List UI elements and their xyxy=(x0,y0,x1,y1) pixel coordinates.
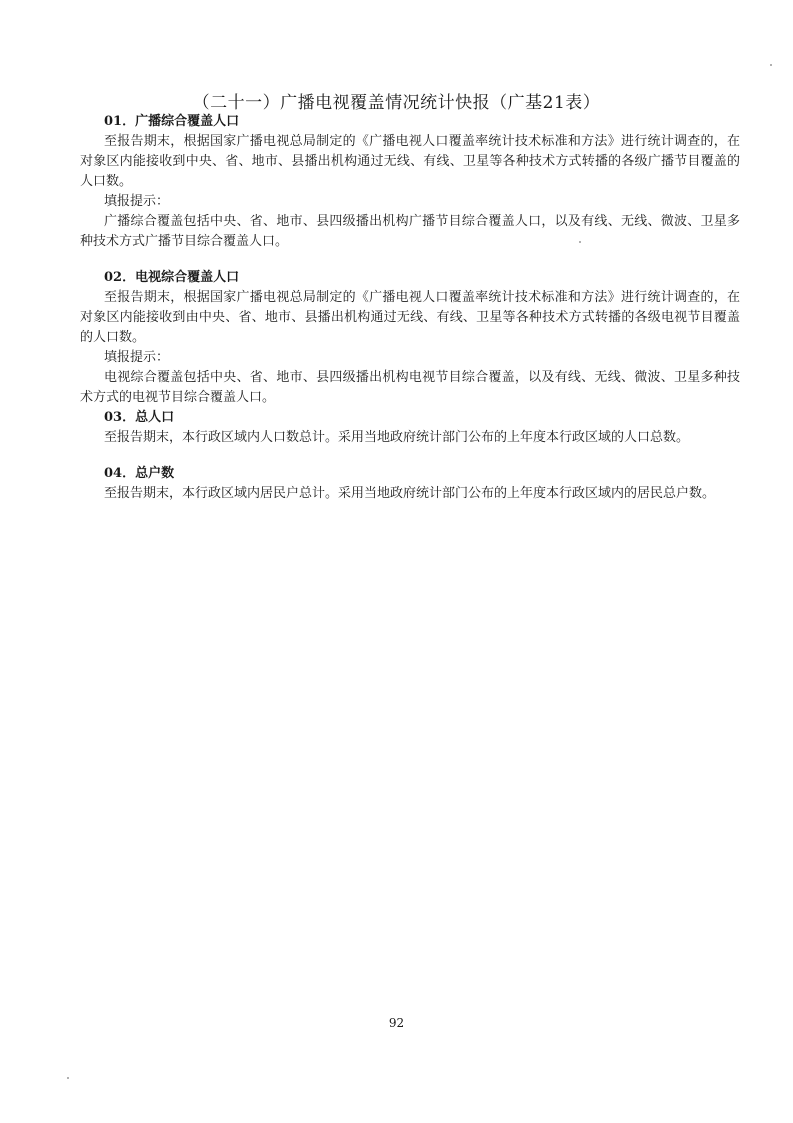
section-definition: 至报告期末，根据国家广播电视总局制定的《广播电视人口覆盖率统计技术标准和方法》进行统计调查的，在对象区内能接收到中央、省、地市、县播出机构通过无线、有线、卫星等各种技术方式转播的各级广播节目覆盖的人口数。 xyxy=(80,134,740,189)
page-number: 92 xyxy=(388,1016,405,1030)
section-heading: 02．电视综合覆盖人口 xyxy=(104,270,240,285)
section-definition: 至报告期末，本行政区域内居民户总计。采用当地政府统计部门公布的上年度本行政区域内的居民总户数。 xyxy=(104,486,716,501)
document-body xyxy=(80,112,740,504)
hint-text: 电视综合覆盖包括中央、省、地市、县四级播出机构电视节目综合覆盖，以及有线、无线、微波、卫星多种技术方式的电视节目综合覆盖人口。 xyxy=(80,370,740,405)
scan-speck xyxy=(67,1077,69,1079)
section-total-population xyxy=(80,408,740,448)
section-heading: 01．广播综合覆盖人口 xyxy=(104,114,240,129)
hint-text: 广播综合覆盖包括中央、省、地市、县四级播出机构广播节目综合覆盖人口，以及有线、无线、微波、卫星多种技术方式广播节目综合覆盖人口。 xyxy=(80,214,740,249)
hint-label: 填报提示： xyxy=(104,350,170,365)
hint-label: 填报提示： xyxy=(104,194,170,209)
section-definition: 至报告期末，本行政区域内人口数总计。采用当地政府统计部门公布的上年度本行政区域的人口总数。 xyxy=(104,430,690,445)
section-heading: 04．总户数 xyxy=(104,466,175,481)
scan-speck xyxy=(579,241,581,243)
section-broadcast-coverage xyxy=(80,112,740,252)
scan-speck xyxy=(770,64,772,66)
section-definition: 至报告期末，根据国家广播电视总局制定的《广播电视人口覆盖率统计技术标准和方法》进行统计调查的，在对象区内能接收到由中央、省、地市、县播出机构通过无线、有线、卫星等各种技术方式转播的各级电视节目覆盖的人口数。 xyxy=(80,290,740,345)
section-total-households xyxy=(80,464,740,504)
page-title: （二十一）广播电视覆盖情况统计快报（广基21表） xyxy=(192,93,601,113)
section-heading: 03．总人口 xyxy=(104,410,175,425)
section-tv-coverage xyxy=(80,268,740,408)
